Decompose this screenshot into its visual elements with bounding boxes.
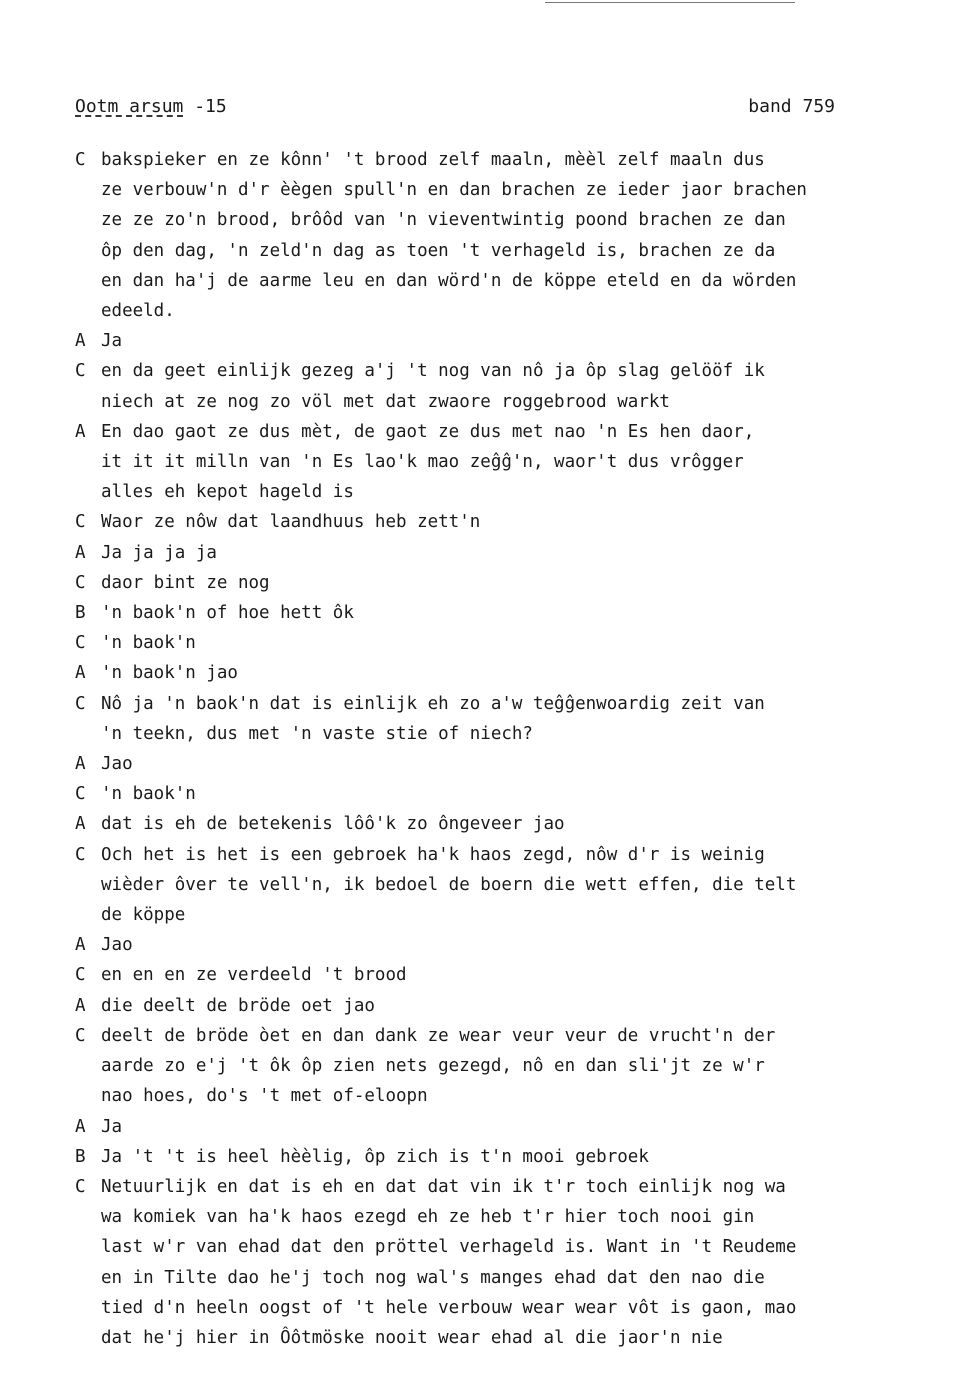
page-number: -15: [183, 96, 227, 117]
turn-text: [101, 538, 945, 568]
text-line: deelt de bröde òet en dan dank ze wear veur veur de vrucht'n der: [101, 1025, 776, 1046]
speaker-label: A: [75, 331, 86, 352]
text-line: bakspieker en ze kônn' 't brood zelf maaln, mèèl zelf maaln dus: [101, 150, 765, 170]
turn-text: [101, 1112, 945, 1142]
turn-text: [101, 779, 945, 809]
speaker-label: C: [75, 784, 86, 805]
place-name: Ootm arsum: [75, 96, 184, 117]
top-rule: [545, 2, 795, 3]
text-line: 'n baok'n of hoe hett ôk: [101, 603, 354, 624]
text-line: daor bint ze nog: [101, 572, 270, 593]
speaker-label: A: [75, 1116, 86, 1137]
text-line: en dan ha'j de aarme leu en dan wörd'n de köppe eteld en da wörden: [101, 270, 797, 291]
text-line: tied d'n heeln oogst of 't hele verbouw wear wear vôt is gaon, mao: [101, 1297, 797, 1318]
text-line: ôp den dag, 'n zeld'n dag as toen 't verhageld is, brachen ze da: [101, 240, 776, 261]
transcript-turn: [75, 538, 945, 568]
speaker-label: C: [75, 633, 86, 654]
transcript-turn: [75, 991, 945, 1021]
turn-text: [101, 598, 945, 628]
page-header-place: [75, 96, 227, 118]
transcript-turn: [75, 507, 945, 537]
turn-text: [101, 1172, 945, 1353]
turn-text: [101, 809, 945, 839]
turn-text: [101, 689, 945, 749]
text-line: wièder ôver te vell'n, ik bedoel de boern die wett effen, die telt: [101, 874, 797, 895]
speaker-label: C: [75, 572, 86, 593]
speaker-label: C: [75, 844, 86, 865]
speaker-label: B: [75, 1146, 86, 1167]
speaker-label: A: [75, 663, 86, 684]
transcript-turn: [75, 840, 945, 931]
transcript-turn: [75, 749, 945, 779]
text-line: en en en ze verdeeld 't brood: [101, 965, 407, 986]
speaker-label: A: [75, 995, 86, 1016]
text-line: en da geet einlijk gezeg a'j 't nog van nô ja ôp slag gelööf ik: [101, 361, 765, 382]
turn-text: [101, 628, 945, 658]
text-line: alles eh kepot hageld is: [101, 482, 354, 503]
transcript-turn: [75, 960, 945, 990]
text-line: Jao: [101, 754, 133, 775]
transcript-turn: [75, 598, 945, 628]
transcript-turn: [75, 1021, 945, 1112]
text-line: Netuurlijk en dat is eh en dat dat vin ik t'r toch einlijk nog wa: [101, 1176, 786, 1197]
speaker-label: A: [75, 935, 86, 956]
speaker-label: C: [75, 1176, 86, 1197]
text-line: Ja: [101, 1116, 123, 1137]
transcript-turn: [75, 1112, 945, 1142]
transcript: [75, 145, 945, 1353]
text-line: die deelt de bröde oet jao: [101, 995, 375, 1016]
text-line: Ja: [101, 331, 123, 352]
text-line: dat is eh de betekenis lôô'k zo ôngeveer jao: [101, 814, 565, 835]
speaker-label: C: [75, 150, 86, 170]
transcript-turn: [75, 809, 945, 839]
transcript-turn: [75, 1172, 945, 1353]
speaker-label: A: [75, 421, 86, 442]
turn-text: [101, 930, 945, 960]
text-line: 'n teekn, dus met 'n vaste stie of niech?: [101, 723, 533, 744]
text-line: Ja 't 't is heel hèèlig, ôp zich is t'n mooi gebroek: [101, 1146, 649, 1167]
turn-text: [101, 507, 945, 537]
text-line: 'n baok'n: [101, 784, 196, 805]
text-line: Waor ze nôw dat laandhuus heb zett'n: [101, 512, 481, 533]
transcript-turn: [75, 628, 945, 658]
speaker-label: A: [75, 814, 86, 835]
transcript-turn: [75, 417, 945, 508]
text-line: last w'r van ehad dat den pröttel verhageld is. Want in 't Reudeme: [101, 1237, 797, 1258]
turn-text: [101, 960, 945, 990]
speaker-label: C: [75, 361, 86, 382]
text-line: en in Tilte dao he'j toch nog wal's manges ehad dat den nao die: [101, 1267, 765, 1288]
text-line: nao hoes, do's 't met of-eloopn: [101, 1086, 428, 1107]
text-line: dat he'j hier in Ôôtmöske nooit wear ehad al die jaor'n nie: [101, 1327, 723, 1348]
transcript-turn: [75, 930, 945, 960]
transcript-turn: [75, 689, 945, 749]
text-line: 'n baok'n jao: [101, 663, 238, 684]
turn-text: [101, 840, 945, 931]
transcript-turn: [75, 568, 945, 598]
transcript-turn: [75, 145, 945, 326]
text-line: de köppe: [101, 905, 186, 926]
transcript-turn: [75, 326, 945, 356]
turn-text: [101, 568, 945, 598]
text-line: niech at ze nog zo völ met dat zwaore roggebrood warkt: [101, 391, 670, 412]
turn-text: [101, 145, 945, 326]
text-line: it it it milln van 'n Es lao'k mao zeĝĝ'n, waor't dus vrôgger: [101, 452, 744, 473]
text-line: Och het is het is een gebroek ha'k haos zegd, nôw d'r is weinig: [101, 844, 765, 865]
turn-text: [101, 991, 945, 1021]
speaker-label: B: [75, 603, 86, 624]
turn-text: [101, 417, 945, 508]
band-number: band 759: [748, 96, 835, 117]
speaker-label: A: [75, 754, 86, 775]
speaker-label: C: [75, 693, 86, 714]
transcript-turn: [75, 658, 945, 688]
speaker-label: C: [75, 512, 86, 533]
turn-text: [101, 356, 945, 416]
turn-text: [101, 326, 945, 356]
speaker-label: A: [75, 542, 86, 563]
text-line: ze ze zo'n brood, brôôd van 'n vieventwintig poond brachen ze dan: [101, 210, 786, 231]
text-line: Ja ja ja ja: [101, 542, 217, 563]
transcript-turn: [75, 1142, 945, 1172]
speaker-label: C: [75, 965, 86, 986]
transcript-turn: [75, 779, 945, 809]
turn-text: [101, 1021, 945, 1112]
text-line: ze verbouw'n d'r èègen spull'n en dan brachen ze ieder jaor brachen: [101, 180, 807, 201]
text-line: 'n baok'n: [101, 633, 196, 654]
turn-text: [101, 1142, 945, 1172]
speaker-label: C: [75, 1025, 86, 1046]
text-line: En dao gaot ze dus mèt, de gaot ze dus met nao 'n Es hen daor,: [101, 421, 755, 442]
transcript-turn: [75, 356, 945, 416]
text-line: Jao: [101, 935, 133, 956]
text-line: Nô ja 'n baok'n dat is einlijk eh zo a'w teĝĝenwoardig zeit van: [101, 693, 765, 714]
text-line: edeeld.: [101, 301, 175, 322]
turn-text: [101, 749, 945, 779]
turn-text: [101, 658, 945, 688]
text-line: wa komiek van ha'k haos ezegd eh ze heb t'r hier toch nooi gin: [101, 1207, 755, 1228]
text-line: aarde zo e'j 't ôk ôp zien nets gezegd, nô en dan sli'jt ze w'r: [101, 1056, 765, 1077]
